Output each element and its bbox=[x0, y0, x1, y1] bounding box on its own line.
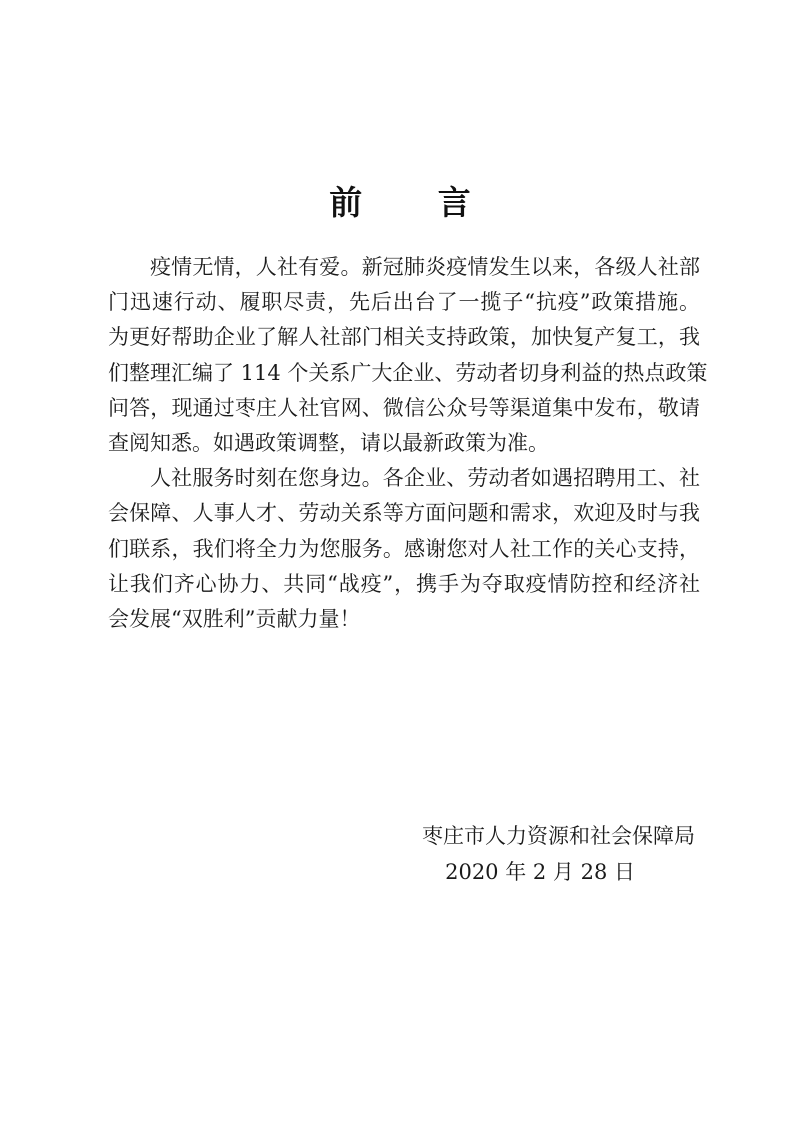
paragraph-line: 让我们齐心协力、共同“战疫”，携手为夺取疫情防控和经济社 bbox=[108, 571, 700, 596]
paragraph-line: 问答，现通过枣庄人社官网、微信公众号等渠道集中发布，敬请 bbox=[108, 395, 700, 420]
page-title: 前 言 bbox=[329, 183, 503, 222]
paragraph-line: 会保障、人事人才、劳动关系等方面问题和需求，欢迎及时与我 bbox=[108, 501, 700, 526]
signature-block bbox=[422, 818, 695, 890]
paragraph-line: 查阅知悉。如遇政策调整，请以最新政策为准。 bbox=[108, 430, 549, 455]
paragraph-1 bbox=[108, 250, 708, 461]
paragraph-line: 们整理汇编了 114 个关系广大企业、劳动者切身利益的热点政策 bbox=[108, 360, 708, 385]
signature-organization: 枣庄市人力资源和社会保障局 bbox=[422, 824, 695, 848]
paragraph-line: 疫情无情，人社有爱。新冠肺炎疫情发生以来，各级人社部 bbox=[150, 255, 700, 279]
document-body bbox=[108, 250, 708, 637]
paragraph-2 bbox=[108, 461, 700, 637]
paragraph-line: 们联系，我们将全力为您服务。感谢您对人社工作的关心支持， bbox=[108, 536, 700, 561]
paragraph-line: 会发展“双胜利”贡献力量！ bbox=[108, 606, 361, 631]
paragraph-line: 门迅速行动、履职尽责，先后出台了一揽子“抗疫”政策措施。 bbox=[108, 290, 700, 315]
paragraph-line: 人社服务时刻在您身边。各企业、劳动者如遇招聘用工、社 bbox=[150, 466, 700, 491]
signature-date: 2020 年 2 月 28 日 bbox=[445, 860, 635, 884]
paragraph-line: 为更好帮助企业了解人社部门相关支持政策，加快复产复工，我 bbox=[108, 325, 700, 350]
